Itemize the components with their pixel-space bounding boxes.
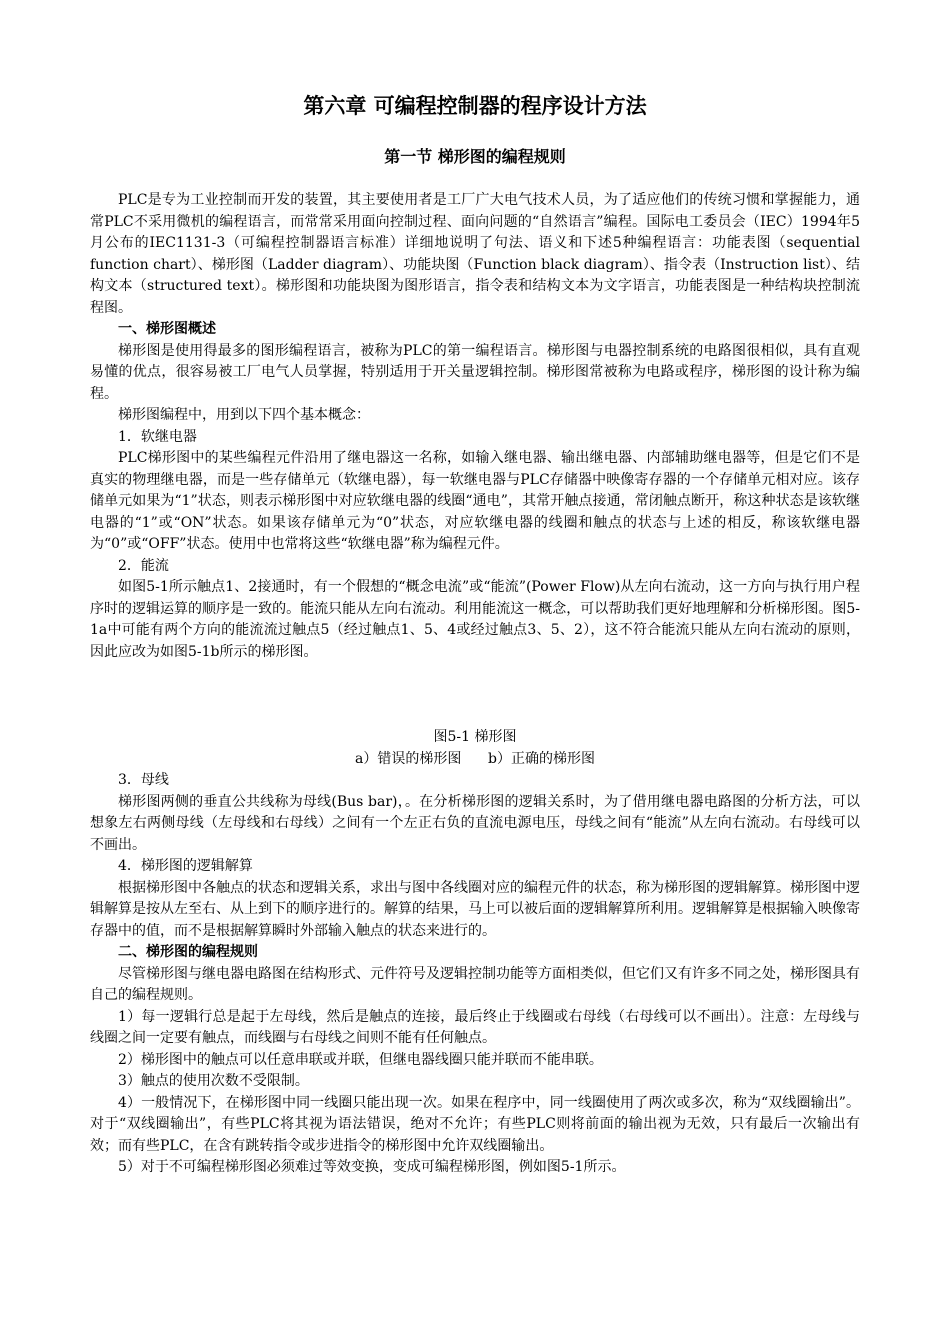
concept-1-title: 1．软继电器 [118,428,197,445]
section-title: 第一节 梯形图的编程规则 [384,147,566,166]
figure-sub-a: a）错误的梯形图 [354,750,462,767]
rule-2: 2）梯形图中的触点可以任意串联或并联，但继电器线圈只能并联而不能串联。 [118,1051,603,1068]
figure-sub-b: b）正确的梯形图 [488,750,596,767]
chapter-title: 第六章 可编程控制器的程序设计方法 [303,93,647,118]
rule-5: 5）对于不可编程梯形图必须难过等效变换，变成可编程梯形图，例如图5-1所示。 [118,1159,626,1175]
concept-4-text: 根据梯形图中各触点的状态和逻辑关系，求出与图中各线圈对应的编程元件的状态，称为梯形图的逻辑解算。梯形图中逻辑解算是按从左至右、从上到下的顺序进行的。解算的结果，马上可以被后面的逻辑解算所利用。逻辑解算是根据输入映像寄存器中的值，而不是根据解算瞬时外部输入触点的状态来进行的。 [90,879,860,939]
figure-space [90,663,860,727]
heading-overview: 一、梯形图概述 [118,321,216,337]
figure-subcaptions [90,749,860,771]
rules-intro: 尽管梯形图与继电器电路图在结构形式、元件符号及逻辑控制功能等方面相类似，但它们又有许多不同之处，梯形图具有自己的编程规则。 [90,965,860,1003]
concept-3-text: 梯形图两侧的垂直公共线称为母线(Bus bar)，。在分析梯形图的逻辑关系时，为了借用继电器电路图的分析方法，可以想象左右两侧母线（左母线和右母线）之间有一个左正右负的直流电源电压，母线之间有“能流”从左向右流动。右母线可以不画出。 [90,793,860,853]
document-page [90,92,860,1179]
rule-1: 1）每一逻辑行总是起于左母线，然后是触点的连接，最后终止于线圈或右母线（右母线可以不画出）。注意：左母线与线圈之间一定要有触点，而线圈与右母线之间则不能有任何触点。 [90,1008,860,1046]
rule-3: 3）触点的使用次数不受限制。 [118,1073,309,1089]
heading-rules: 二、梯形图的编程规则 [118,944,258,960]
overview-paragraph: 梯形图是使用得最多的图形编程语言，被称为PLC的第一编程语言。梯形图与电器控制系统的电路图很相似，具有直观易懂的优点，很容易被工厂电气人员掌握，特别适用于开关量逻辑控制。梯形图常被称为电路或程序，梯形图的设计称为编程。 [90,342,860,402]
figure-caption: 图5-1 梯形图 [433,729,517,745]
rule-4: 4）一般情况下，在梯形图中同一线圈只能出现一次。如果在程序中，同一线圈使用了两次或多次，称为“双线圈输出”。对于“双线圈输出”，有些PLC将其视为语法错误，绝对不允许；有些PLC则将前面的输出视为无效，只有最后一次输出有效；而有些PLC，在含有跳转指令或步进指令的梯形图中允许双线圈输出。 [90,1094,860,1154]
figure-sub-spacer [461,751,488,767]
concept-3-title: 3．母线 [118,772,169,788]
concept-1-text: PLC梯形图中的某些编程元件沿用了继电器这一名称，如输入继电器、输出继电器、内部辅助继电器等，但是它们不是真实的物理继电器，而是一些存储单元（软继电器），每一软继电器与PLC存储器中映像寄存器的一个存储单元相对应。该存储单元如果为“1”状态，则表示梯形图中对应软继电器的线圈“通电”，其常开触点接通，常闭触点断开，称这种状态是该软继电器的“1”或“ON”状态。如果该存储单元为“0”状态，对应软继电器的线圈和触点的状态与上述的相反，称该软继电器为“0”或“OFF”状态。使用中也常将这些“软继电器”称为编程元件。 [90,450,860,552]
concept-2-title: 2．能流 [118,557,169,574]
concept-4-title: 4．梯形图的逻辑解算 [118,858,253,874]
intro-paragraph: PLC是专为工业控制而开发的装置，其主要使用者是工厂广大电气技术人员，为了适应他们的传统习惯和掌握能力，通常PLC不采用微机的编程语言，而常常采用面向控制过程、面向问题的“自然语言”编程。国际电工委员会（IEC）1994年5月公布的IEC1131-3（可编程控制器语言标准）详细地说明了句法、语义和下述5种编程语言：功能表图（sequential function chart）、梯形图（Ladder diagram）、功能块图（Function black diagram）、指令表（Instruction list）、结构文本（structured text）。梯形图和功能块图为图形语言，指令表和结构文本为文字语言，功能表图是一种结构块控制流程图。 [90,192,860,316]
concept-2-text: 如图5-1所示触点1、2接通时，有一个假想的“概念电流”或“能流”(Power Flow)从左向右流动，这一方向与执行用户程序时的逻辑运算的顺序是一致的。能流只能从左向右流动。利用能流这一概念，可以帮助我们更好地理解和分析梯形图。图5-1a中可能有两个方向的能流流过触点5（经过触点1、5、4或经过触点3、5、2），这不符合能流只能从左向右流动的原则，因此应改为如图5-1b所示的梯形图。 [90,579,860,660]
concepts-intro: 梯形图编程中，用到以下四个基本概念： [118,407,370,423]
